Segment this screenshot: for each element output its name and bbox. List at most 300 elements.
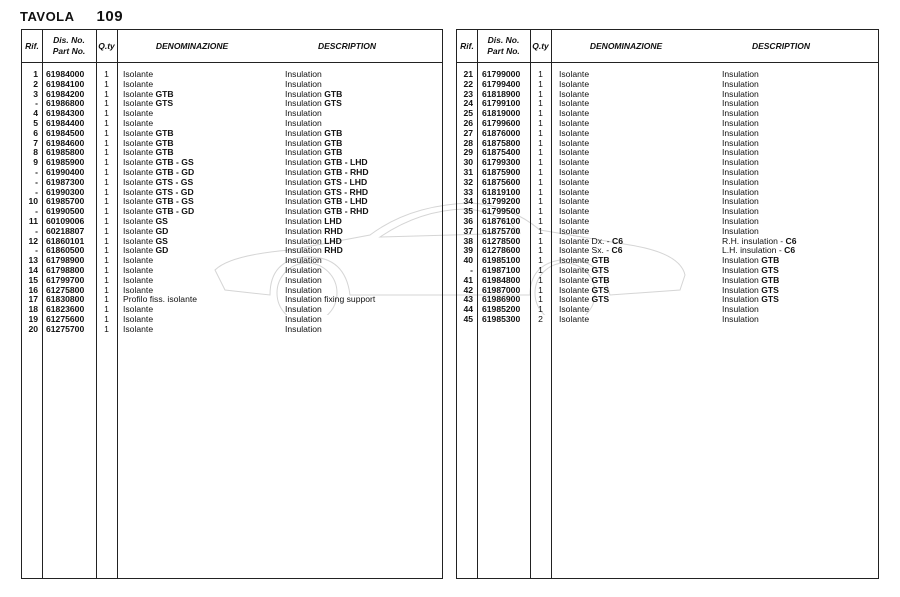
cell-rif: 18 [28, 304, 38, 315]
cell-denominazione-text: Isolante [559, 118, 590, 128]
cell-part-number: 61799700 [46, 274, 85, 285]
cell-description-text: Insulation [722, 108, 759, 119]
cell-denominazione-variant: GTS [591, 265, 610, 275]
cell-rif: - [35, 98, 38, 109]
table-row [22, 217, 442, 227]
cell-description [285, 325, 322, 335]
cell-description-variant: GTB - RHD [324, 167, 369, 177]
cell-part-number: 61799100 [482, 98, 521, 109]
cell-qty: 1 [538, 147, 543, 158]
cell-denominazione-text: Isolante [559, 255, 590, 266]
table-row [22, 178, 442, 188]
cell-part-number: 61818900 [482, 88, 521, 99]
cell-denominazione-text: Isolante [123, 186, 154, 197]
cell-part-number: 61984500 [46, 127, 85, 138]
table-row [22, 207, 442, 217]
cell-part-number: 61875700 [482, 225, 521, 236]
table-row [457, 70, 878, 80]
cell-qty: 1 [538, 137, 543, 148]
cell-rif: 19 [28, 314, 38, 324]
table-row [457, 158, 878, 168]
cell-part-number: 61875900 [482, 167, 521, 177]
cell-denominazione-variant: GTS - GS [155, 176, 194, 187]
cell-denominazione-variant: GTB - GS [155, 196, 194, 207]
cell-qty: 1 [538, 294, 543, 305]
cell-description-text: Insulation [722, 294, 759, 305]
cell-denominazione-text: Isolante [123, 265, 154, 275]
table-row [22, 70, 442, 80]
header-description: DESCRIPTION [751, 40, 811, 51]
cell-denominazione-variant: GTB [155, 137, 174, 148]
cell-denominazione-variant: GTB [591, 274, 610, 285]
cell-description-text: Insulation [285, 245, 322, 256]
cell-denominazione-variant: GTS - GD [155, 186, 194, 197]
table-row [457, 276, 878, 286]
cell-part-number: 61987000 [482, 284, 521, 295]
cell-rif: 8 [33, 147, 38, 158]
cell-rif: 39 [463, 245, 473, 256]
table-row [457, 148, 878, 158]
cell-part-number: 61799200 [482, 196, 521, 207]
cell-description-variant: GTB [761, 255, 780, 266]
cell-rif: 1 [33, 69, 38, 79]
cell-rif: 44 [463, 304, 473, 315]
cell-description-variant: RHD [324, 225, 343, 236]
cell-rif: 10 [28, 196, 38, 207]
cell-rif: 17 [28, 294, 38, 305]
cell-description-text: Insulation [722, 118, 759, 128]
cell-rif: 20 [28, 323, 38, 334]
cell-denominazione-text: Isolante [559, 186, 590, 197]
cell-rif: 30 [463, 157, 473, 168]
table-header [457, 30, 878, 63]
table-row [22, 158, 442, 168]
cell-denominazione-text: Isolante [559, 216, 590, 226]
cell-denominazione-variant: GS [155, 235, 168, 246]
cell-rif: 14 [28, 265, 38, 275]
cell-description-text: Insulation [722, 216, 759, 226]
table-row [457, 80, 878, 90]
cell-rif: 16 [28, 284, 38, 295]
table-row [457, 246, 878, 256]
cell-qty: 1 [538, 284, 543, 295]
cell-part-number: 61275600 [46, 314, 85, 324]
cell-part-number: 61986900 [482, 294, 521, 305]
cell-rif: 11 [28, 216, 38, 226]
table-row [457, 197, 878, 207]
cell-rif: 32 [463, 176, 473, 187]
cell-denominazione-text: Isolante [559, 176, 590, 187]
cell-rif: 3 [33, 88, 38, 99]
cell-description-text: Insulation [722, 186, 759, 197]
cell-qty: 1 [104, 118, 109, 128]
cell-denominazione-text: Isolante [123, 69, 154, 79]
cell-part-number: 60109006 [46, 216, 85, 226]
cell-rif: 21 [463, 69, 473, 79]
cell-denominazione-text: Profilo fiss. isolante [123, 294, 198, 305]
cell-qty: 1 [104, 206, 109, 217]
cell-part-number: 61984100 [46, 78, 85, 89]
header-part-no [42, 30, 96, 62]
cell-description-text: Insulation [285, 304, 322, 315]
cell-denominazione-text: Isolante [559, 147, 590, 158]
cell-description-text: Insulation [722, 147, 759, 158]
cell-description-text: Insulation [285, 98, 322, 109]
cell-description-text: Insulation [722, 265, 759, 275]
table-header [22, 30, 442, 63]
cell-qty: 1 [538, 274, 543, 285]
cell-description-text: Insulation [285, 118, 322, 128]
cell-part-number: 61990400 [46, 167, 85, 177]
cell-qty: 1 [538, 167, 543, 177]
cell-denominazione [123, 325, 153, 335]
cell-qty: 1 [104, 88, 109, 99]
cell-denominazione-variant: GD [155, 225, 169, 236]
cell-rif: 34 [463, 196, 473, 207]
cell-qty: 1 [104, 255, 109, 266]
cell-qty: 1 [104, 265, 109, 275]
cell-part-number: 61985300 [482, 314, 521, 324]
cell-denominazione-text: Isolante [123, 176, 154, 187]
cell-rif: 13 [28, 255, 38, 266]
cell-description-text: Insulation [722, 137, 759, 148]
page-title-label: TAVOLA [20, 9, 75, 24]
cell-denominazione [559, 315, 589, 325]
cell-rif: - [35, 225, 38, 236]
cell-rif: 4 [33, 108, 38, 119]
table-row [457, 129, 878, 139]
cell-description-text: Insulation [722, 127, 759, 138]
cell-description-text: Insulation [285, 157, 322, 168]
cell-qty: 1 [104, 323, 109, 334]
cell-rif: 40 [463, 255, 473, 266]
cell-denominazione-text: Isolante [123, 274, 154, 285]
header-part-no-label: Part No. [52, 46, 86, 56]
cell-qty: 1 [104, 167, 109, 177]
cell-qty: 1 [538, 255, 543, 266]
table-row [457, 286, 878, 296]
cell-description-variant: GTB - LHD [324, 196, 368, 207]
cell-denominazione-variant: GTB [155, 147, 174, 158]
cell-description-text: Insulation [722, 78, 759, 89]
cell-denominazione-text: Isolante [559, 167, 590, 177]
cell-description-text: Insulation [285, 167, 322, 177]
cell-denominazione-text: Isolante [123, 196, 154, 207]
cell-denominazione-variant: GTS [591, 294, 610, 305]
cell-description-text: Insulation [722, 69, 759, 79]
cell-denominazione-text: Isolante [123, 284, 154, 295]
cell-description-text: Insulation [285, 265, 322, 275]
table-row [457, 237, 878, 247]
cell-rif: 29 [463, 147, 473, 158]
table-row [457, 207, 878, 217]
cell-part-number: 61860101 [46, 235, 85, 246]
cell-denominazione-text: Isolante [123, 108, 154, 119]
cell-denominazione-variant: GTS [155, 98, 174, 109]
cell-description-text: Insulation [285, 196, 322, 207]
cell-denominazione-text: Isolante [123, 137, 154, 148]
cell-description-text: Insulation [285, 69, 322, 79]
table-row [22, 90, 442, 100]
cell-part-number: 61798900 [46, 255, 85, 266]
cell-denominazione-text: Isolante [123, 245, 154, 256]
cell-rif: 7 [33, 137, 38, 148]
table-row [22, 315, 442, 325]
table-row [457, 188, 878, 198]
cell-part-number: 61819000 [482, 108, 521, 119]
cell-denominazione-text: Isolante Sx. - [559, 245, 610, 256]
table-row [22, 237, 442, 247]
header-part-no [477, 30, 530, 62]
cell-denominazione-text: Isolante [559, 294, 590, 305]
cell-part-number: 61990500 [46, 206, 85, 217]
cell-rif: 6 [33, 127, 38, 138]
cell-rif: 25 [463, 108, 473, 119]
cell-description-text: Insulation [722, 304, 759, 315]
cell-denominazione-text: Isolante [559, 78, 590, 89]
cell-denominazione-text: Isolante [559, 137, 590, 148]
cell-description-text: Insulation fixing support [285, 294, 376, 305]
cell-rif: 23 [463, 88, 473, 99]
cell-denominazione-text: Isolante [123, 118, 154, 128]
cell-description-text: Insulation [722, 157, 759, 168]
cell-qty: 1 [104, 284, 109, 295]
cell-rif: 35 [463, 206, 473, 217]
cell-part-number: 61984300 [46, 108, 85, 119]
cell-description-variant: GTS - LHD [324, 176, 368, 187]
cell-description-variant: RHD [324, 245, 343, 256]
cell-part-number: 61987100 [482, 265, 521, 275]
cell-description-text: Insulation [285, 176, 322, 187]
header-denominazione: DENOMINAZIONE [589, 40, 663, 51]
cell-denominazione-text: Isolante [123, 216, 154, 226]
table-row [22, 286, 442, 296]
cell-part-number: 60218807 [46, 225, 85, 236]
cell-rif: 31 [463, 167, 473, 177]
cell-description-text: Insulation [722, 88, 759, 99]
cell-part-number: 61875800 [482, 137, 521, 148]
page-title [20, 8, 123, 25]
table-row [457, 178, 878, 188]
cell-qty: 1 [538, 98, 543, 109]
cell-denominazione-text: Isolante [123, 323, 154, 334]
cell-denominazione-variant: GTB - GD [155, 167, 195, 177]
cell-denominazione-text: Isolante [123, 206, 154, 217]
cell-rif: 36 [463, 216, 473, 226]
cell-qty: 1 [104, 314, 109, 324]
cell-rif: 12 [28, 235, 38, 246]
cell-rif: 42 [463, 284, 473, 295]
table-row [457, 90, 878, 100]
cell-part-number: 61990300 [46, 186, 85, 197]
cell-qty: 1 [104, 157, 109, 168]
cell-part-number: 61984800 [482, 274, 521, 285]
table-row [457, 139, 878, 149]
cell-part-number: 61275700 [46, 323, 85, 334]
table-row [457, 109, 878, 119]
cell-rif: - [35, 167, 38, 177]
cell-denominazione-variant: C6 [611, 245, 623, 256]
cell-description-variant: LHD [324, 216, 342, 226]
cell-rif: - [35, 245, 38, 256]
cell-description-text: R.H. insulation - [722, 235, 784, 246]
cell-denominazione-text: Isolante [123, 127, 154, 138]
table-row [22, 148, 442, 158]
cell-part-number: 61984200 [46, 88, 85, 99]
cell-part-number: 61799600 [482, 118, 521, 128]
cell-qty: 1 [104, 108, 109, 119]
cell-part-number: 61987300 [46, 176, 85, 187]
cell-description-text: Insulation [722, 225, 759, 236]
cell-part-number: 61984400 [46, 118, 85, 128]
cell-denominazione-text: Isolante [123, 88, 154, 99]
cell-description-variant: GTS [761, 284, 779, 295]
cell-qty: 1 [538, 127, 543, 138]
cell-denominazione-text: Isolante [559, 88, 590, 99]
table-row [22, 139, 442, 149]
cell-description-variant: GTB [324, 127, 343, 138]
cell-rif: 43 [463, 294, 473, 305]
cell-rif: 27 [463, 127, 473, 138]
cell-denominazione-text: Isolante [123, 255, 154, 266]
table-row [22, 80, 442, 90]
cell-description [722, 315, 759, 325]
cell-part-number: 61985700 [46, 196, 85, 207]
cell-description-text: Insulation [285, 137, 322, 148]
cell-part-number: 61860500 [46, 245, 85, 256]
cell-description-variant: GTB [761, 274, 780, 285]
cell-denominazione-text: Isolante [123, 235, 154, 246]
cell-rif: 9 [33, 157, 38, 168]
header-denominazione: DENOMINAZIONE [155, 40, 229, 51]
cell-qty: 1 [538, 206, 543, 217]
cell-rif: 24 [463, 98, 473, 109]
cell-part-number: 61798800 [46, 265, 85, 275]
cell-qty: 1 [104, 216, 109, 226]
cell-part-number: 61876000 [482, 127, 521, 138]
cell-denominazione-text: Isolante Dx. - [559, 235, 610, 246]
cell-part-number: 61799000 [482, 69, 521, 79]
cell-part-number: 61278600 [482, 245, 521, 256]
cell-denominazione-text: Isolante [559, 127, 590, 138]
cell-denominazione-text: Isolante [559, 284, 590, 295]
cell-rif: 15 [28, 274, 38, 285]
header-part-no-label: Part No. [487, 46, 520, 56]
cell-part-number: 61984000 [46, 69, 85, 79]
cell-qty: 1 [104, 147, 109, 158]
table-row [22, 197, 442, 207]
cell-part-number: 61985100 [482, 255, 521, 266]
cell-denominazione-text: Isolante [559, 98, 590, 109]
cell-denominazione-text: Isolante [559, 69, 590, 79]
cell-qty: 1 [538, 265, 543, 275]
cell-part-number: 61875400 [482, 147, 521, 158]
header-description: DESCRIPTION [317, 40, 377, 51]
cell-qty: 1 [104, 186, 109, 197]
header-rif: Rif. [25, 40, 39, 51]
cell-qty: 1 [538, 225, 543, 236]
table-row [22, 256, 442, 266]
table-row [22, 295, 442, 305]
cell-part-number: 61799300 [482, 157, 521, 168]
cell-denominazione-text: Isolante [559, 157, 590, 168]
cell-part-number: 61799400 [482, 78, 521, 89]
cell-description-text: Insulation [285, 255, 322, 266]
table-row [22, 276, 442, 286]
cell-denominazione-variant: GTB [155, 88, 174, 99]
cell-qty: 1 [538, 88, 543, 99]
cell-rif: 45 [463, 314, 473, 324]
cell-description-text: Insulation [722, 196, 759, 207]
cell-description-text: L.H. insulation - [722, 245, 782, 256]
table-row [457, 217, 878, 227]
table-number: 109 [96, 8, 124, 25]
cell-description-text: Insulation [285, 186, 322, 197]
table-row [457, 256, 878, 266]
cell-part-number: 61876100 [482, 216, 521, 226]
cell-description-text: Insulation [285, 284, 322, 295]
cell-denominazione-text: Isolante [123, 167, 154, 177]
cell-denominazione-text: Isolante [559, 225, 590, 236]
table-row [22, 129, 442, 139]
cell-denominazione-text: Isolante [123, 78, 154, 89]
cell-qty: 1 [538, 196, 543, 207]
table-row [457, 295, 878, 305]
cell-description-variant: C6 [785, 235, 797, 246]
cell-denominazione-text: Isolante [559, 196, 590, 207]
cell-qty: 1 [104, 196, 109, 207]
cell-part-number: 61823600 [46, 304, 85, 315]
cell-description-variant: GTS [761, 294, 779, 305]
cell-qty: 1 [104, 304, 109, 315]
cell-qty: 1 [104, 176, 109, 187]
cell-qty: 1 [104, 98, 109, 109]
cell-part-number: 61986800 [46, 98, 85, 109]
cell-part-number: 61799500 [482, 206, 521, 217]
cell-description-variant: GTB - LHD [324, 157, 368, 168]
cell-qty: 1 [104, 137, 109, 148]
cell-description-variant: LHD [324, 235, 342, 246]
cell-qty: 1 [538, 216, 543, 226]
table-row [457, 99, 878, 109]
cell-rif: 37 [463, 225, 473, 236]
header-qty: Q.ty [532, 40, 549, 51]
cell-denominazione-text: Isolante [559, 265, 590, 275]
cell-part-number: 61984600 [46, 137, 85, 148]
header-dis-no: Dis. No. [53, 35, 85, 45]
cell-part-number: 61275800 [46, 284, 85, 295]
cell-description-text: Insulation [285, 314, 322, 324]
cell-denominazione-variant: GTB - GD [155, 206, 195, 217]
header-dis-no: Dis. No. [487, 35, 520, 45]
cell-description-text: Insulation [285, 206, 322, 217]
cell-qty: 1 [538, 304, 543, 315]
table-row [22, 119, 442, 129]
cell-description-text: Insulation [722, 314, 759, 324]
cell-description-text: Insulation [285, 323, 322, 334]
cell-part-number: 61875600 [482, 176, 521, 187]
cell-description-text: Insulation [285, 235, 322, 246]
table-row [22, 325, 442, 335]
cell-qty: 1 [538, 157, 543, 168]
cell-description-text: Insulation [722, 167, 759, 177]
table-row [457, 119, 878, 129]
cell-denominazione-variant: GTS [591, 284, 610, 295]
table-row [22, 99, 442, 109]
cell-rif: 26 [463, 118, 473, 128]
cell-qty: 1 [104, 274, 109, 285]
parts-table-right [456, 29, 879, 579]
